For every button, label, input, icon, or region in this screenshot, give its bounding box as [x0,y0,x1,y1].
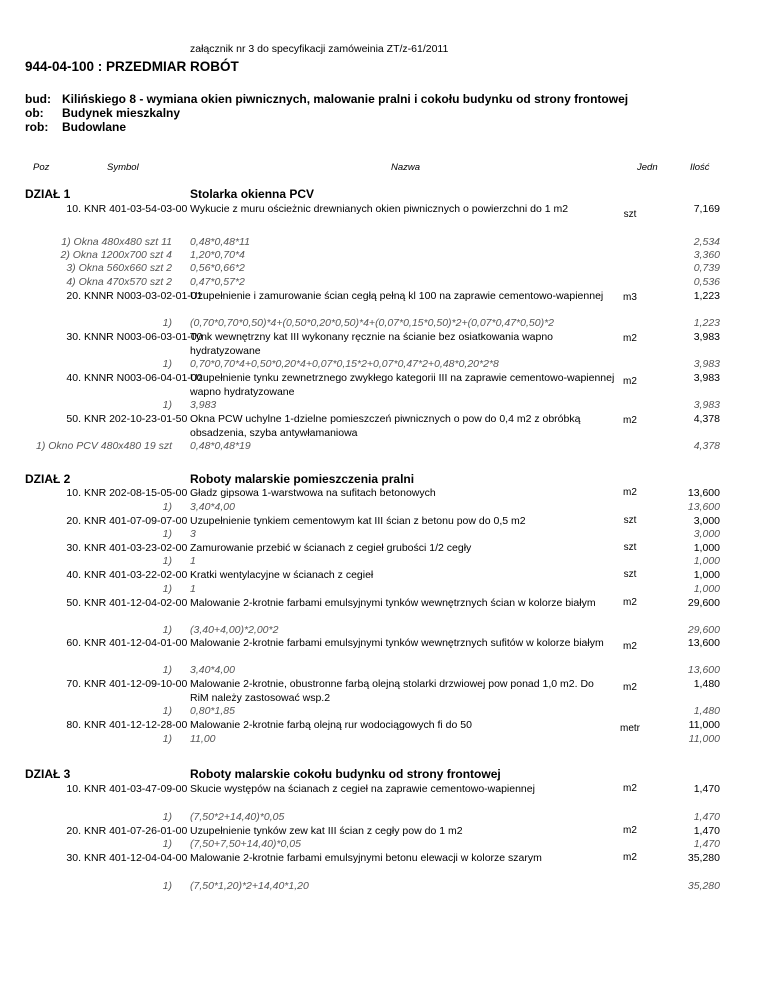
row-description: Skucie występów na ścianach z cegieł na zaprawie cementowo-wapiennej [190,783,535,795]
document-title: 944-04-100 : PRZEDMIAR ROBÓT [25,59,239,74]
row-description: 1 [190,583,196,595]
row-unit: szt [623,542,637,553]
section-title: Stolarka okienna PCV [190,187,315,201]
row-quantity: 4,378 [693,440,720,452]
row-position: 60. [66,637,81,649]
row-description: Zamurowanie przebić w ścianach z cegieł grubości 1/2 cegły [190,542,472,554]
row-symbol: KNR 401-07-09-07-00 [84,515,188,527]
row-position: 70. [66,678,81,690]
row-position: 40. [66,372,81,384]
row-position: 1) [162,528,172,540]
row-quantity: 1,223 [693,290,720,302]
row-symbol: KNR 401-12-04-01-00 [84,637,188,649]
row-symbol: KNR 401-03-54-03-00 [84,203,188,215]
column-header-poz: Poz [33,162,50,173]
section-title: Roboty malarskie pomieszczenia pralni [190,472,415,486]
row-unit: m2 [623,487,637,498]
section-label: DZIAŁ 3 [25,767,71,781]
row-description: Kratki wentylacyjne w ścianach z cegieł [190,569,374,581]
row-quantity: 1,223 [693,317,720,329]
row-position: 50. [66,597,81,609]
row-symbol: KNR 401-03-22-02-00 [84,569,188,581]
row-unit: m2 [623,415,637,426]
row-position: 1) [162,838,172,850]
row-description: (7,50+7,50+14,40)*0,05 [190,838,301,850]
meta-value-bud: Kilińskiego 8 - wymiana okien piwnicznych, malowanie pralni i cokołu budynku od strony frontowej [62,92,629,106]
row-quantity: 3,983 [693,372,720,384]
row-description: 3,40*4,00 [190,501,235,513]
row-quantity: 13,600 [687,664,720,676]
row-symbol: KNR 401-03-47-09-00 [84,783,188,795]
row-description: 0,80*1,85 [190,705,235,717]
row-quantity: 3,983 [693,399,720,411]
row-quantity: 29,600 [687,624,720,636]
row-position: 50. [66,413,81,425]
row-position: 10. [66,487,81,499]
row-symbol: KNR 202-10-23-01-50 [84,413,188,425]
row-description: Malowanie 2-krotnie, obustronne farbą olejną stolarki drzwiowej pow ponad 1,0 m2. Do RiM należy zastosować wsp.2 [190,678,594,704]
row-description: Gładz gipsowa 1-warstwowa na sufitach betonowych [190,487,436,499]
row-quantity: 13,600 [687,637,720,649]
row-position: 1) [162,664,172,676]
row-unit: metr [620,723,640,734]
row-description: Uzupełnienie tynku zewnetrznego zwykłego kategorii III na zaprawie cementowo-wapiennej wapno hydratyzowane [190,372,615,398]
row-description: 1,20*0,70*4 [190,249,245,261]
row-description: Tynk wewnętrzny kat III wykonany ręcznie na ścianie bez osiatkowania wapno hydratyzowane [190,331,554,357]
row-description: 0,47*0,57*2 [190,276,245,288]
row-unit: m2 [623,682,637,693]
row-quantity: 1,470 [693,825,720,837]
row-position: 30. [66,542,81,554]
row-position: 1) Okno PCV 480x480 19 szt [36,440,172,452]
row-quantity: 13,600 [687,501,720,513]
row-quantity: 3,983 [693,331,720,343]
row-description: Malowanie 2-krotnie farbami emulsyjnymi betonu elewacji w kolorze szarym [190,852,542,864]
meta-value-ob: Budynek mieszkalny [62,106,181,120]
row-position: 20. [66,515,81,527]
row-quantity: 7,169 [693,203,720,215]
row-position: 1) [162,811,172,823]
row-quantity: 3,000 [693,528,720,540]
row-description: 0,56*0,66*2 [190,262,245,274]
row-quantity: 3,983 [693,358,720,370]
row-position: 2) Okna 1200x700 szt 4 [60,249,172,261]
row-quantity: 29,600 [687,597,720,609]
row-symbol: KNNR N003-03-02-01-01 [84,290,203,302]
row-description: 3,983 [190,399,217,411]
column-header-symbol: Symbol [107,162,139,173]
row-quantity: 11,000 [688,719,720,731]
row-description: 0,70*0,70*4+0,50*0,20*4+0,07*0,15*2+0,07*0,47*2+0,48*0,20*2*8 [190,358,499,370]
row-position: 10. [66,203,81,215]
row-quantity: 1,480 [693,705,720,717]
row-quantity: 11,000 [688,733,720,745]
row-position: 80. [66,719,81,731]
section-title: Roboty malarskie cokołu budynku od strony frontowej [190,767,501,781]
row-description: Uzupełnienie tynków zew kat III ścian z cegły pow do 1 m2 [190,825,463,837]
row-quantity: 1,000 [693,555,720,567]
row-quantity: 3,000 [693,515,720,527]
row-position: 1) [162,555,172,567]
row-unit: m3 [623,292,637,303]
meta-label-rob: rob: [25,120,49,134]
row-unit: szt [623,569,637,580]
row-position: 1) Okna 480x480 szt 11 [61,236,172,248]
row-description: Malowanie 2-krotnie farbami emulsyjnymi tynków wewnętrznych sufitów w kolorze białym [190,637,604,649]
meta-label-bud: bud: [25,92,51,106]
meta-label-ob: ob: [25,106,44,120]
row-position: 30. [66,331,81,343]
row-description: (7,50*2+14,40)*0,05 [190,811,285,823]
row-position: 1) [162,624,172,636]
row-description: Malowanie 2-krotnie farbami emulsyjnymi tynków wewnętrznych ścian w kolorze białym [190,597,596,609]
row-description: Wykucie z muru ościeżnic drewnianych okien piwnicznych o powierzchni do 1 m2 [190,203,569,215]
row-unit: szt [623,515,637,526]
row-description: 0,48*0,48*19 [190,440,251,452]
row-symbol: KNR 202-08-15-05-00 [84,487,188,499]
row-description: Okna PCW uchylne 1-dzielne pomieszczeń piwnicznych o pow do 0,4 m2 z obróbką obsadzenia, szyba antywłamaniowa [190,413,581,439]
row-position: 1) [162,399,172,411]
row-position: 10. [66,783,81,795]
row-description: 0,48*0,48*11 [190,236,250,248]
row-symbol: KNNR N003-06-03-01-00 [84,331,203,343]
row-quantity: 1,470 [693,811,720,823]
row-position: 1) [162,733,172,745]
row-quantity: 1,000 [693,569,720,581]
column-header-nazwa: Nazwa [391,162,421,173]
row-position: 1) [162,317,172,329]
row-unit: m2 [623,597,637,608]
row-unit: m2 [623,641,637,652]
row-quantity: 1,480 [693,678,720,690]
row-symbol: KNR 401-12-09-10-00 [84,678,188,690]
row-symbol: KNR 401-12-04-02-00 [84,597,188,609]
row-quantity: 0,739 [693,262,720,274]
row-quantity: 0,536 [693,276,720,288]
row-quantity: 13,600 [687,487,720,499]
row-description: Uzupełnienie tynkiem cementowym kat III ścian z betonu pow do 0,5 m2 [190,515,526,527]
row-quantity: 2,534 [693,236,720,248]
row-description: (0,70*0,70*0,50)*4+(0,50*0,20*0,50)*4+(0,07*0,15*0,50)*2+(0,07*0,47*0,50)*2 [190,317,554,329]
row-position: 30. [66,852,81,864]
row-quantity: 35,280 [687,880,720,892]
row-symbol: KNR 401-12-04-04-00 [84,852,188,864]
row-description: 11,00 [190,733,216,745]
row-description: 3,40*4,00 [190,664,235,676]
row-position: 20. [66,825,81,837]
row-symbol: KNR 401-12-12-28-00 [84,719,188,731]
row-quantity: 4,378 [693,413,720,425]
row-symbol: KNNR N003-06-04-01-00 [84,372,203,384]
row-description: Malowanie 2-krotnie farbą olejną rur wodociągowych fi do 50 [190,719,472,731]
meta-value-rob: Budowlane [62,120,127,134]
row-position: 1) [162,583,172,595]
row-unit: m2 [623,852,637,863]
row-quantity: 35,280 [687,852,720,864]
row-description: 1 [190,555,196,567]
row-symbol: KNR 401-03-23-02-00 [84,542,188,554]
row-position: 3) Okna 560x660 szt 2 [66,262,172,274]
row-description: (3,40+4,00)*2,00*2 [190,624,279,636]
row-unit: m2 [623,333,637,344]
row-description: (7,50*1,20)*2+14,40*1,20 [190,880,309,892]
row-position: 1) [162,501,172,513]
row-unit: m2 [623,825,637,836]
row-description: Uzupełnienie i zamurowanie ścian cegłą pełną kl 100 na zaprawie cementowo-wapiennej [190,290,604,302]
row-quantity: 1,000 [693,542,720,554]
row-unit: m2 [623,376,637,387]
row-position: 1) [162,880,172,892]
row-position: 1) [162,705,172,717]
row-position: 40. [66,569,81,581]
row-symbol: KNR 401-07-26-01-00 [84,825,188,837]
column-header-ilosc: Ilość [690,162,710,173]
row-quantity: 1,470 [693,783,720,795]
row-unit: m2 [623,783,637,794]
section-label: DZIAŁ 2 [25,472,71,486]
row-unit: szt [623,209,637,220]
row-description: 3 [190,528,196,540]
row-quantity: 1,000 [693,583,720,595]
row-position: 4) Okna 470x570 szt 2 [66,276,172,288]
section-label: DZIAŁ 1 [25,187,71,201]
row-position: 1) [162,358,172,370]
row-quantity: 1,470 [693,838,720,850]
column-header-jedn: Jedn [637,162,658,173]
row-quantity: 3,360 [693,249,720,261]
attachment-note: załącznik nr 3 do specyfikacji zamóweinia ZT/z-61/2011 [190,43,449,55]
row-position: 20. [66,290,81,302]
